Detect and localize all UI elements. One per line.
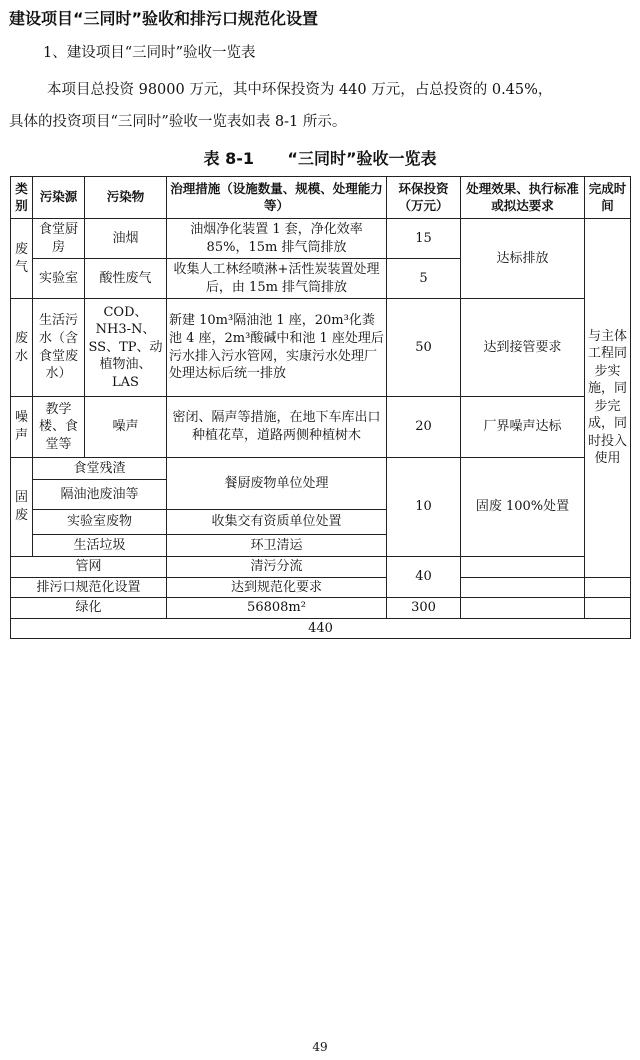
category-waste-water: 废水 xyxy=(11,299,33,397)
header-source: 污染源 xyxy=(33,177,85,219)
investment-solid-waste: 10 xyxy=(387,458,461,557)
source-lab-waste: 实验室废物 xyxy=(33,510,167,535)
paragraph-line-2: 具体的投资项目“三同时”验收一览表如表 8-1 所示。 xyxy=(9,114,347,130)
table-row xyxy=(11,458,631,480)
source-food-residue: 食堂残渣 xyxy=(33,458,167,480)
source-domestic-garbage: 生活垃圾 xyxy=(33,535,167,557)
header-measure: 治理措施（设施数量、规模、处理能力等） xyxy=(167,177,387,219)
effect-waste-gas: 达标排放 xyxy=(461,219,585,299)
category-noise: 噪声 xyxy=(11,397,33,458)
effect-sewage: 达到接管要求 xyxy=(461,299,585,397)
pollutant-sewage: COD、NH3-N、SS、TP、动植物油、LAS xyxy=(85,299,167,397)
measure-lab-waste: 收集交有资质单位处置 xyxy=(167,510,387,535)
investment-greening: 300 xyxy=(387,598,461,619)
category-waste-gas: 废气 xyxy=(11,219,33,299)
paragraph-line-1: 本项目总投资 98000 万元，其中环保投资为 440 万元，占总投资的 0.45%， xyxy=(47,82,553,98)
source-domestic-sewage: 生活污水（含食堂废水） xyxy=(33,299,85,397)
source-lab: 实验室 xyxy=(33,259,85,299)
table-row xyxy=(11,598,631,619)
header-category: 类别 xyxy=(11,177,33,219)
measure-garbage: 环卫清运 xyxy=(167,535,387,557)
three-simultaneous-table xyxy=(10,176,631,639)
section-heading: 建设项目“三同时”验收和排污口规范化设置 xyxy=(9,9,319,28)
table-row xyxy=(11,557,631,578)
measure-kitchen-waste: 餐厨废物单位处理 xyxy=(167,458,387,510)
table-total-row xyxy=(11,618,631,639)
header-completion: 完成时间 xyxy=(585,177,631,219)
completion-greening xyxy=(585,598,631,619)
completion-outlet xyxy=(585,577,631,598)
header-pollutant: 污染物 xyxy=(85,177,167,219)
measure-oil-smoke: 油烟净化装置 1 套，净化效率 85%，15m 排气筒排放 xyxy=(167,219,387,259)
measure-greening: 56808m² xyxy=(167,598,387,619)
measure-noise: 密闭、隔声等措施，在地下车库出口种植花草，道路两侧种植树木 xyxy=(167,397,387,458)
effect-greening xyxy=(461,598,585,619)
total-investment: 440 xyxy=(11,618,631,639)
investment-pipe-outlet: 40 xyxy=(387,557,461,598)
table-row xyxy=(11,299,631,397)
measure-sewage: 新建 10m³隔油池 1 座，20m³化粪池 4 座，2m³酸碱中和池 1 座处理后污水排入污水管网，实康污水处理厂处理达标后统一排放 xyxy=(167,299,387,397)
item-outlet: 排污口规范化设置 xyxy=(11,577,167,598)
header-investment: 环保投资（万元） xyxy=(387,177,461,219)
item-pipe-network: 管网 xyxy=(11,557,167,578)
measure-pipe-network: 清污分流 xyxy=(167,557,387,578)
completion-time: 与主体工程同步实施，同步完成，同时投入使用 xyxy=(585,219,631,578)
pollutant-noise: 噪声 xyxy=(85,397,167,458)
effect-pipe-network xyxy=(461,557,585,578)
measure-acid-gas: 收集人工林经喷淋+活性炭装置处理后，由 15m 排气筒排放 xyxy=(167,259,387,299)
measure-outlet: 达到规范化要求 xyxy=(167,577,387,598)
header-effect: 处理效果、执行标准或拟达要求 xyxy=(461,177,585,219)
table-row xyxy=(11,397,631,458)
investment-noise: 20 xyxy=(387,397,461,458)
category-solid-waste: 固废 xyxy=(11,458,33,557)
effect-outlet xyxy=(461,577,585,598)
investment-oil-smoke: 15 xyxy=(387,219,461,259)
subheading: 1、建设项目“三同时”验收一览表 xyxy=(43,45,256,61)
table-row xyxy=(11,577,631,598)
item-greening: 绿化 xyxy=(11,598,167,619)
pollutant-oil-smoke: 油烟 xyxy=(85,219,167,259)
investment-sewage: 50 xyxy=(387,299,461,397)
investment-acid-gas: 5 xyxy=(387,259,461,299)
source-kitchen: 食堂厨房 xyxy=(33,219,85,259)
page-number: 49 xyxy=(312,1040,328,1054)
effect-noise: 厂界噪声达标 xyxy=(461,397,585,458)
effect-solid-waste: 固废 100%处置 xyxy=(461,458,585,557)
pollutant-acid-gas: 酸性废气 xyxy=(85,259,167,299)
source-teaching: 教学楼、食堂等 xyxy=(33,397,85,458)
table-header-row xyxy=(11,177,631,219)
table-row xyxy=(11,219,631,259)
table-caption: 表 8-1 “三同时”验收一览表 xyxy=(203,149,437,168)
source-grease-trap: 隔油池废油等 xyxy=(33,480,167,510)
